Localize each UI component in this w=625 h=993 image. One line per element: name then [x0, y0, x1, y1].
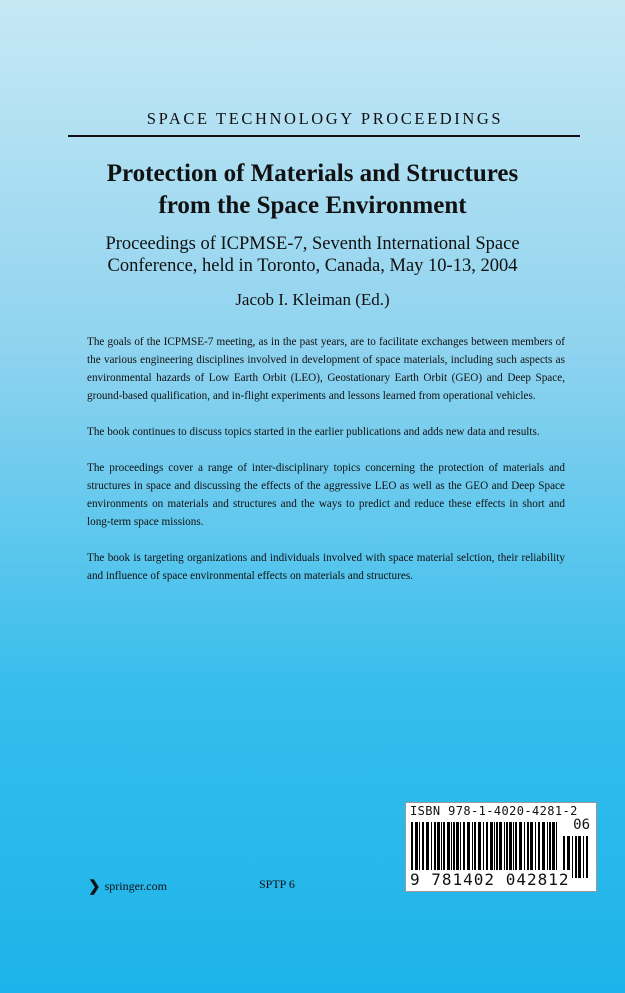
- description-paragraph-2: The book continues to discuss topics started in the earlier publications and adds new data and results.: [87, 426, 540, 438]
- book-title-line-1: Protection of Materials and Structures: [106, 160, 519, 187]
- description-paragraph-4: The book is targeting organizations and individuals involved with space material selction, their reliability and influence of space environmental effects on materials and structures.: [87, 552, 565, 582]
- publisher-url: springer.com: [104, 879, 167, 893]
- series-title: SPACE TECHNOLOGY PROCEEDINGS: [146, 109, 504, 128]
- publisher-link[interactable]: [88, 877, 167, 896]
- book-subtitle-line-1: Proceedings of ICPMSE-7, Seventh International Space: [105, 234, 520, 254]
- description: [87, 333, 565, 603]
- book-title-line-2: from the Space Environment: [158, 192, 467, 219]
- chevron-right-icon: ❯: [88, 879, 101, 895]
- isbn-addon-text: 06: [573, 817, 590, 833]
- header-rule: [68, 135, 580, 137]
- description-paragraph-3: The proceedings cover a range of inter-disciplinary topics concerning the protection of materials and structures in space and discussing the effects of the aggressive LEO as well as the GEO and Deep Space environments on materials and structures and the ways to predict and reduce these effects in short and long-term space missions.: [87, 462, 565, 528]
- isbn-digits: 9 781402 042812: [410, 870, 570, 889]
- book-title: [40, 158, 585, 222]
- book-subtitle-line-2: Conference, held in Toronto, Canada, May 10-13, 2004: [107, 256, 518, 276]
- series-code: SPTP 6: [259, 877, 295, 891]
- book-subtitle: [40, 233, 585, 277]
- isbn-barcode: [405, 802, 597, 892]
- description-paragraph-1: The goals of the ICPMSE-7 meeting, as in the past years, are to facilitate exchanges between members of the various engineering disciplines involved in development of space materials, including such aspects as environmental hazards of Low Earth Orbit (LEO), Geostationary Earth Orbit (GEO) and Deep Space, ground-based qualification, and in-flight experiments and lessons learned from operational vehicles.: [87, 336, 565, 402]
- isbn-text: ISBN 978-1-4020-4281-2: [410, 804, 578, 818]
- editor-name: Jacob I. Kleiman (Ed.): [235, 290, 390, 309]
